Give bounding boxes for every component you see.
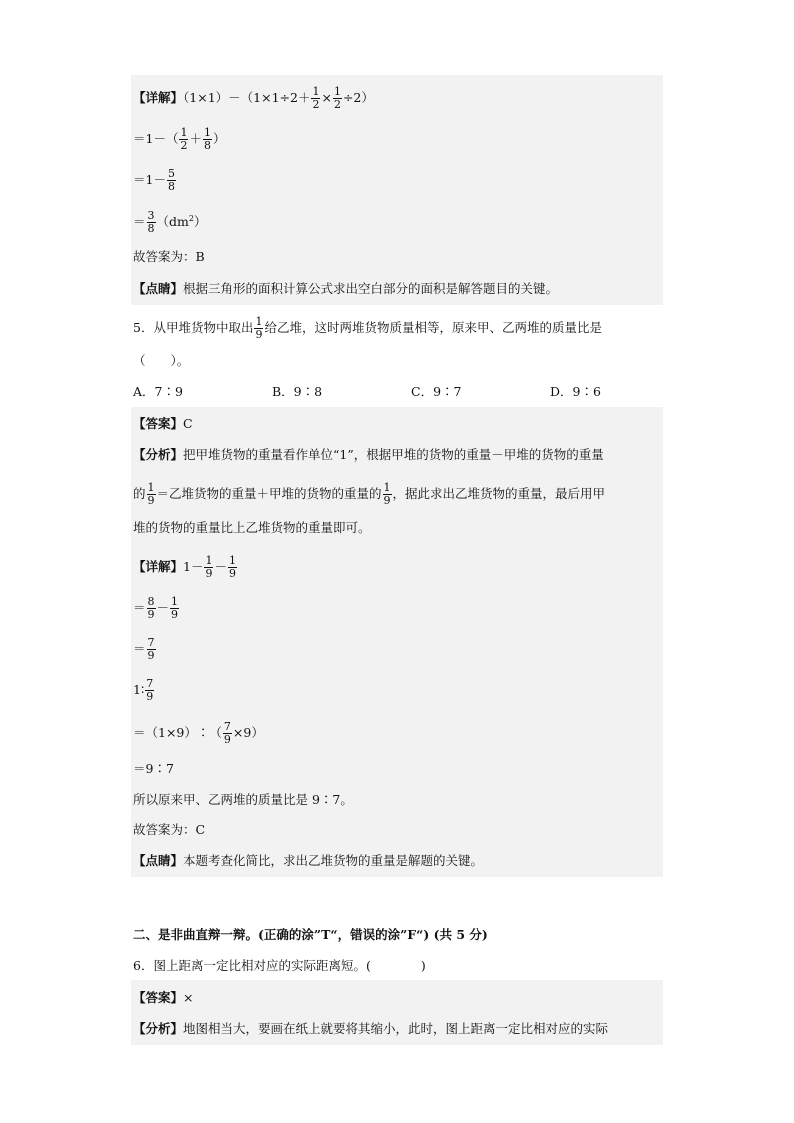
expr-part: （1×1）－（1×1÷2＋ — [183, 90, 311, 105]
step-line: ＝1－（ $\frac{1}{2}$ ＋ $\frac{1}{8}$ ） — [133, 126, 226, 152]
point-label: 【点睛】 — [133, 281, 184, 296]
option-d[interactable]: D．9∶6 — [550, 384, 601, 399]
detail-line: 【详解】1－ $\frac{1}{9}$ － $\frac{1}{9}$ — [133, 554, 236, 580]
answer-label: 【答案】 — [133, 416, 184, 431]
step-line: 1∶ $\frac{7}{9}$ — [133, 677, 154, 703]
fraction-seven-ninths: $\frac{7}{9}$ — [223, 720, 231, 746]
answer-line: 【答案】C — [133, 416, 193, 431]
point-line: 【点睛】本题考查化简比，求出乙堆货物的重量是解题的关键。 — [133, 853, 484, 868]
detail-label: 【详解】 — [133, 559, 184, 574]
answer-line: 故答案为：B — [133, 249, 205, 264]
option-c[interactable]: C．9∶7 — [411, 384, 462, 399]
fraction-ninth: $\frac{1}{9}$ — [383, 481, 391, 507]
step-line: ＝ $\frac{8}{9}$ － $\frac{1}{9}$ — [133, 595, 179, 621]
section-heading: 二、是非曲直辩一辩。(正确的涂”T“，错误的涂”F“) (共 5 分) — [133, 927, 488, 942]
question-5-blank: （ ）。 — [133, 353, 190, 368]
detail-label: 【详解】 — [133, 90, 184, 105]
conclusion-line: 所以原来甲、乙两堆的质量比是 9∶7。 — [133, 792, 353, 807]
step-line: ＝9∶7 — [133, 761, 174, 776]
fraction-half: $\frac{1}{2}$ — [180, 126, 188, 152]
step-line: ＝ $\frac{3}{8}$ $(dm^2)$ — [133, 209, 207, 236]
fraction-seven-ninths: $\frac{7}{9}$ — [146, 677, 154, 703]
fraction-eight-ninths: $\frac{8}{9}$ — [147, 595, 155, 621]
question-5-stem: 5．从甲堆货物中取出 $\frac{1}{9}$ 给乙堆，这时两堆货物质量相等，原来甲、乙两堆的质量比是 — [133, 315, 602, 341]
question-5-options — [133, 383, 689, 401]
analysis-line: 的 $\frac{1}{9}$ ＝乙堆货物的重量＋甲堆的货物的重量的 $\frac{1}{9}$ ，据此求出乙堆货物的重量，最后用甲 — [133, 481, 606, 507]
analysis-line: 【分析】地图相当大，要画在纸上就要将其缩小，此时，图上距离一定比相对应的实际 — [133, 1021, 609, 1036]
option-a[interactable]: A．7∶9 — [133, 384, 183, 399]
fraction-three-eighths: $\frac{3}{8}$ — [147, 209, 155, 236]
fraction-half: $\frac{1}{2}$ — [312, 85, 320, 111]
detail-line — [133, 86, 374, 111]
analysis-line: 【分析】把甲堆货物的重量看作单位“1”，根据甲堆的货物的重量－甲堆的货物的重量 — [133, 447, 604, 462]
fraction-seven-ninths: $\frac{7}{9}$ — [147, 636, 155, 662]
fraction-eighth: $\frac{1}{8}$ — [203, 126, 211, 152]
fraction-ninth: $\frac{1}{9}$ — [228, 554, 236, 580]
fraction-ninth: $\frac{1}{9}$ — [171, 595, 179, 621]
expr-part: ÷2） — [342, 90, 374, 105]
analysis-label: 【分析】 — [133, 447, 184, 462]
fraction-ninth: $\frac{1}{9}$ — [147, 481, 155, 507]
option-b[interactable]: B．9∶8 — [272, 384, 323, 399]
analysis-label: 【分析】 — [133, 1021, 184, 1036]
answer-line: 【答案】× — [133, 990, 194, 1005]
question-6-stem: 6．图上距离一定比相对应的实际距离短。( ) — [133, 958, 426, 973]
point-line: 【点睛】根据三角形的面积计算公式求出空白部分的面积是解答题目的关键。 — [133, 281, 559, 296]
fraction-ninth: $\frac{1}{9}$ — [205, 554, 213, 580]
answer-line: 故答案为：C — [133, 822, 206, 837]
step-line: ＝ $\frac{7}{9}$ — [133, 636, 155, 662]
analysis-line: 堆的货物的重量比上乙堆货物的重量即可。 — [133, 520, 371, 535]
fraction-ninth: $\frac{1}{9}$ — [255, 315, 263, 341]
fraction-five-eighths: $\frac{5}{8}$ — [167, 167, 175, 193]
fraction-half: $\frac{1}{2}$ — [333, 85, 341, 111]
step-line: ＝（1×9）∶（ $\frac{7}{9}$ ×9） — [133, 720, 264, 746]
expr-part: × — [321, 90, 332, 105]
point-label: 【点睛】 — [133, 853, 184, 868]
step-line: ＝1－ $\frac{5}{8}$ — [133, 167, 175, 193]
answer-label: 【答案】 — [133, 990, 184, 1005]
